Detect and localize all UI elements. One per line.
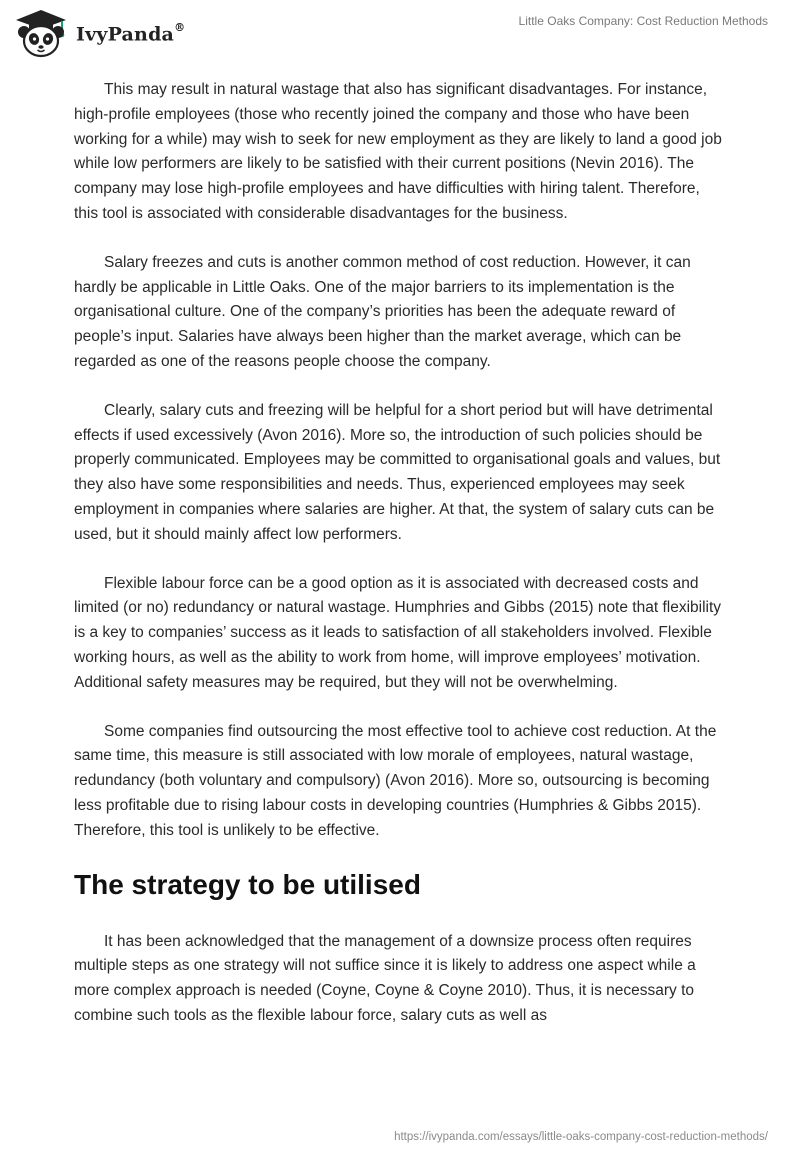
trademark-symbol: ® <box>174 20 186 34</box>
essay-body <box>74 78 726 1053</box>
paragraph: Some companies find outsourcing the most effective tool to achieve cost reduction. At the same time, this measure is still associated with low morale of employees, natural wastage, redundancy (both voluntary and compulsory) (Avon 2016). More so, outsourcing is becoming less profitable due to rising labour costs in developing countries (Humphries & Gibbs 2015). Therefore, this tool is unlikely to be effective. <box>74 722 717 839</box>
panda-graduate-icon <box>12 8 70 58</box>
paragraph: This may result in natural wastage that also has significant disadvantages. For instance, high-profile employees (those who recently joined the company and those who have been working for a while) may wish to seek for new employment as they are likely to land a good job while low performers are likely to be satisfied with their current positions (Nevin 2016). The company may lose high-profile employees and have difficulties with hiring talent. Therefore, this tool is associated with considerable disadvantages for the business. <box>74 81 722 222</box>
source-url[interactable]: https://ivypanda.com/essays/little-oaks-company-cost-reduction-methods/ <box>394 1131 768 1143</box>
brand-name: IvyPanda® <box>76 20 186 46</box>
document-title: Little Oaks Company: Cost Reduction Methods <box>518 14 768 28</box>
section-heading: The strategy to be utilised <box>74 868 421 900</box>
brand-logo[interactable] <box>12 8 185 58</box>
paragraph: Salary freezes and cuts is another common method of cost reduction. However, it can hardly be applicable in Little Oaks. One of the major barriers to its implementation is the organisational culture. One of the company’s priorities has been the adequate reward of people’s input. Salaries have always been higher than the market average, which can be regarded as one of the reasons people choose the company. <box>74 253 691 370</box>
paragraph: Clearly, salary cuts and freezing will be helpful for a short period but will have detrimental effects if used excessively (Avon 2016). More so, the introduction of such policies should be properly communicated. Employees may be committed to organisational goals and values, but they also have some responsibilities and needs. Thus, experienced employees may seek employment in companies where salaries are higher. At that, the system of salary cuts can be used, but it should mainly affect low performers. <box>74 401 721 543</box>
page-header <box>0 0 800 70</box>
paragraph: It has been acknowledged that the management of a downsize process often requires multiple steps as one strategy will not suffice since it is likely to address one aspect while a more complex approach is needed (Coyne, Coyne & Coyne 2010). Thus, it is necessary to combine such tools as the flexible labour force, salary cuts as well as <box>74 932 696 1024</box>
paragraph: Flexible labour force can be a good option as it is associated with decreased costs and limited (or no) redundancy or natural wastage. Humphries and Gibbs (2015) note that flexibility is a key to companies’ success as it leads to satisfaction of all stakeholders involved. Flexible working hours, as well as the ability to work from home, will improve employees’ motivation. Additional safety measures may be required, but they will not be overwhelming. <box>74 574 722 691</box>
